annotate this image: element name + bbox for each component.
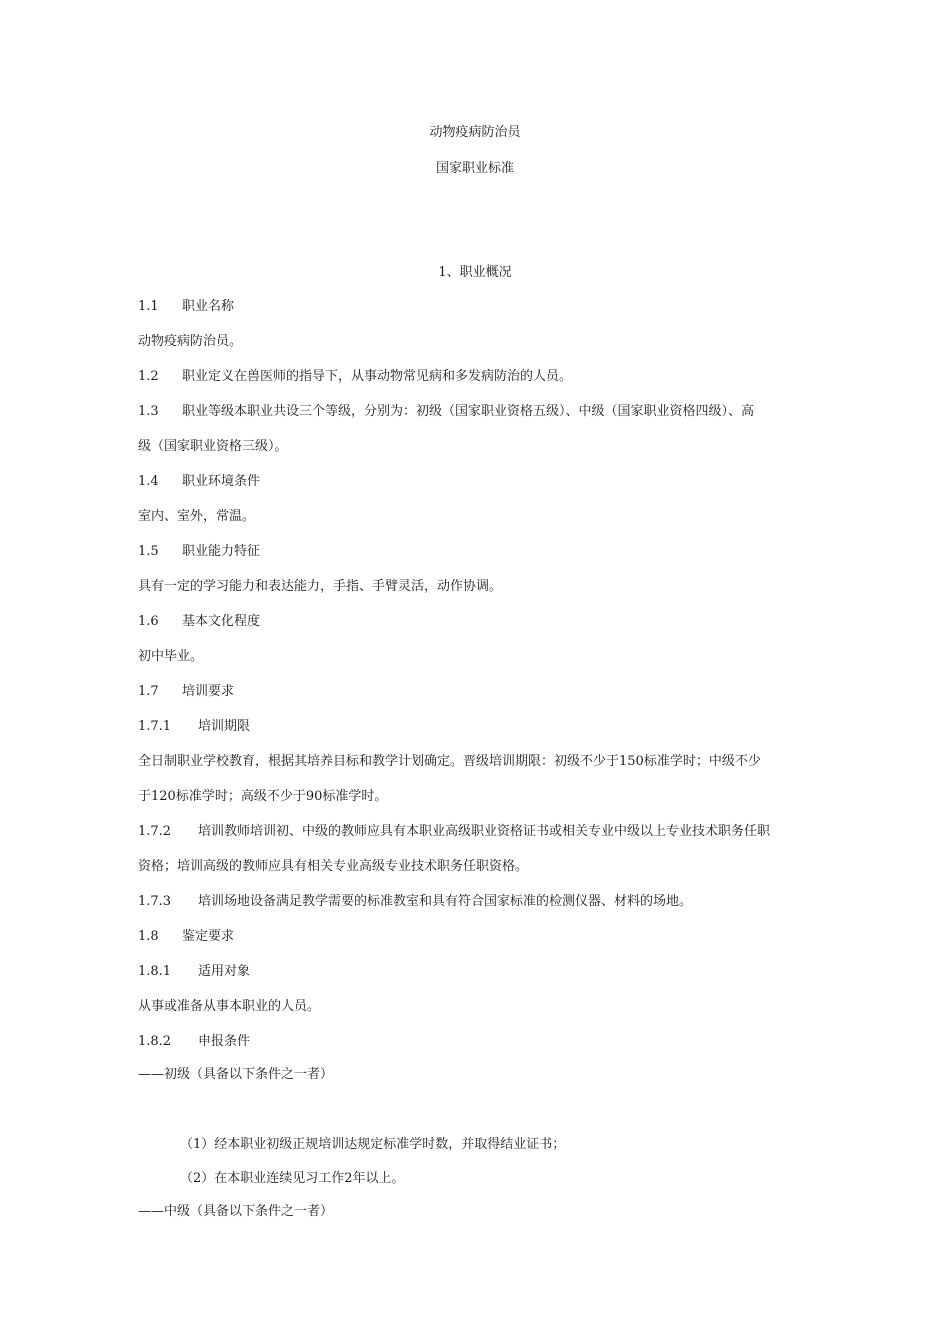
clause-1-3 [138,403,810,421]
clause-number: 1.6 [138,614,159,629]
clause-1-8-1 [138,963,810,981]
clause-number: 1.5 [138,544,159,559]
paragraph: 初中毕业。 [138,649,204,664]
paragraph: 全日制职业学校教育，根据其培养目标和教学计划确定。晋级培训期限：初级不少于150标准学时；中级不少 [138,754,761,769]
clause-label: 适用对象 [198,964,251,979]
level-heading-junior: ——初级（具备以下条件之一者） [138,1067,334,1082]
clause-number: 1.8.2 [138,1034,172,1049]
paragraph-continuation: 级（国家职业资格三级）。 [138,439,288,454]
clause-label: 申报条件 [198,1034,251,1049]
clause-1-8-2 [138,1033,810,1051]
clause-label: 职业等级本职业共设三个等级，分别为：初级（国家职业资格五级）、中级（国家职业资格四级）、高 [182,404,755,419]
list-item: （1）经本职业初级正规培训达规定标准学时数，并取得结业证书； [180,1137,566,1152]
clause-1-8 [138,928,810,946]
paragraph: 室内、室外，常温。 [138,509,256,524]
clause-number: 1.7.3 [138,894,172,909]
clause-1-7-1 [138,718,810,736]
clause-label: 职业环境条件 [182,474,261,489]
clause-number: 1.8 [138,929,159,944]
paragraph: 从事或准备从事本职业的人员。 [138,999,321,1014]
paragraph: 动物疫病防治员。 [138,334,243,349]
clause-label: 培训期限 [198,719,251,734]
document-subtitle: 国家职业标准 [435,161,514,176]
clause-label: 职业定义在兽医师的指导下，从事动物常见病和多发病防治的人员。 [182,369,573,384]
clause-number: 1.7.1 [138,719,172,734]
level-heading-middle: ——中级（具备以下条件之一者） [138,1204,334,1219]
clause-1-5 [138,543,810,561]
section-heading: 1、职业概况 [438,265,512,280]
clause-1-1 [138,298,810,316]
list-item: （2）在本职业连续见习工作2年以上。 [180,1171,405,1186]
clause-number: 1.2 [138,369,159,384]
clause-1-4 [138,473,810,491]
clause-number: 1.8.1 [138,964,172,979]
clause-number: 1.3 [138,404,159,419]
clause-label: 培训教师培训初、中级的教师应具有本职业高级职业资格证书或相关专业中级以上专业技术职务任职 [198,824,771,839]
clause-1-7 [138,683,810,701]
clause-number: 1.4 [138,474,159,489]
clause-1-7-3 [138,893,810,911]
clause-number: 1.7.2 [138,824,172,839]
clause-1-2 [138,368,810,386]
clause-1-7-2 [138,823,810,841]
paragraph-continuation: 资格；培训高级的教师应具有相关专业高级专业技术职务任职资格。 [138,859,529,874]
clause-label: 基本文化程度 [182,614,261,629]
clause-number: 1.1 [138,299,159,314]
clause-label: 鉴定要求 [182,929,235,944]
clause-label: 职业能力特征 [182,544,261,559]
clause-1-6 [138,613,810,631]
clause-number: 1.7 [138,684,159,699]
clause-label: 培训场地设备满足教学需要的标准教室和具有符合国家标准的检测仪器、材料的场地。 [198,894,693,909]
clause-label: 培训要求 [182,684,235,699]
paragraph: 具有一定的学习能力和表达能力，手指、手臂灵活，动作协调。 [138,579,503,594]
clause-label: 职业名称 [182,299,235,314]
paragraph-continuation: 于120标准学时；高级不少于90标准学时。 [138,789,388,804]
document-title: 动物疫病防治员 [429,125,521,140]
